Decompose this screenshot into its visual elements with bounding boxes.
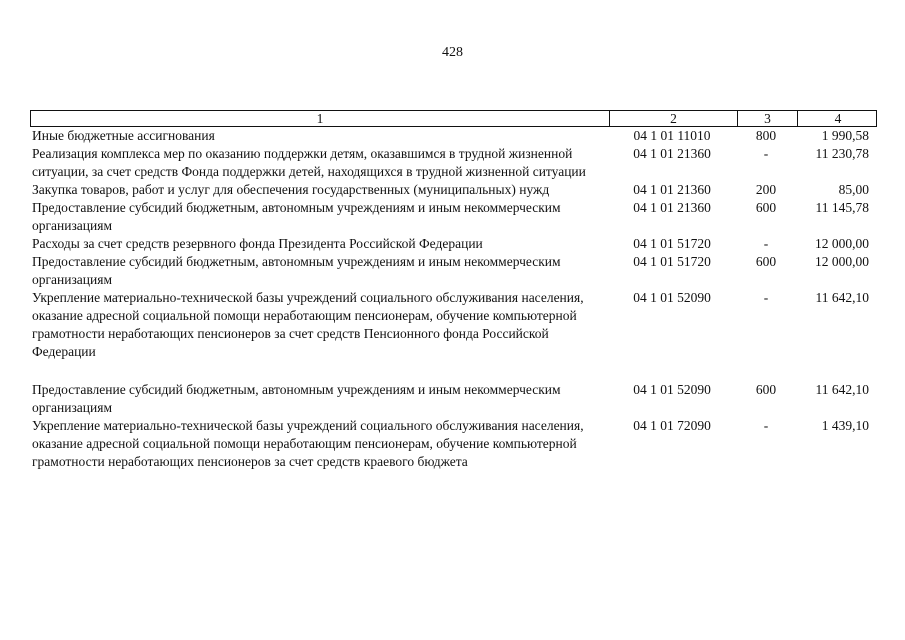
row-target-code: 04 1 01 72090: [633, 418, 711, 433]
row-description: Предоставление субсидий бюджетным, автономным учреждениям и иным некоммерческим организациям: [32, 200, 561, 233]
row-description: Расходы за счет средств резервного фонда Президента Российской Федерации: [32, 236, 483, 251]
row-target-code: 04 1 01 21360: [633, 200, 711, 215]
row-expense-type: -: [763, 290, 769, 305]
table-row: [30, 127, 877, 145]
row-target-code: 04 1 01 52090: [633, 290, 711, 305]
row-target-code: 04 1 01 21360: [633, 182, 711, 197]
row-expense-type: -: [763, 236, 769, 251]
row-description: Укрепление материально-технической базы учреждений социального обслуживания населения, оказание адресной социальной помощи неработающим пенсионерам, обучение компьютерной грамотности неработающих пенсионеров за счет средств краевого бюджета: [32, 418, 584, 469]
row-amount: 11 642,10: [815, 290, 869, 305]
row-amount: 1 439,10: [821, 418, 869, 433]
table-row: [30, 289, 877, 361]
row-target-code: 04 1 01 51720: [633, 236, 711, 251]
row-description: Иные бюджетные ассигнования: [32, 128, 215, 143]
table-row: [30, 145, 877, 181]
table-row: [30, 235, 877, 253]
row-target-code: 04 1 01 21360: [633, 146, 711, 161]
row-target-code: 04 1 01 52090: [633, 382, 711, 397]
row-amount: 12 000,00: [815, 236, 869, 251]
table-row: [30, 381, 877, 417]
table-row: [30, 253, 877, 289]
row-expense-type: 800: [755, 128, 777, 143]
table-row: [30, 417, 877, 471]
column-header-1: 1: [316, 111, 324, 126]
row-expense-type: 600: [755, 382, 777, 397]
column-header-2: 2: [609, 111, 737, 127]
row-description: Реализация комплекса мер по оказанию поддержки детям, оказавшимся в трудной жизненной ситуации, за счет средств Фонда поддержки детей, находящихся в трудной жизненной ситуации: [32, 146, 586, 179]
row-target-code: 04 1 01 51720: [633, 254, 711, 269]
row-spacer: [30, 361, 877, 381]
row-expense-type: 600: [755, 200, 777, 215]
row-expense-type: 600: [755, 254, 777, 269]
page-number: 428: [442, 45, 463, 60]
table-header: [30, 110, 877, 127]
row-expense-type: 200: [755, 182, 777, 197]
table-row: [30, 199, 877, 235]
row-amount: 11 230,78: [815, 146, 869, 161]
row-description: Предоставление субсидий бюджетным, автономным учреждениям и иным некоммерческим организациям: [32, 382, 561, 415]
column-header-4: 4: [797, 111, 878, 127]
row-amount: 85,00: [838, 182, 869, 197]
row-amount: 11 145,78: [815, 200, 869, 215]
table-row: [30, 181, 877, 199]
row-amount: 11 642,10: [815, 382, 869, 397]
row-expense-type: -: [763, 146, 769, 161]
row-target-code: 04 1 01 11010: [633, 128, 711, 143]
row-description: Закупка товаров, работ и услуг для обеспечения государственных (муниципальных) нужд: [32, 182, 550, 197]
row-description: Предоставление субсидий бюджетным, автономным учреждениям и иным некоммерческим организациям: [32, 254, 561, 287]
row-amount: 12 000,00: [815, 254, 869, 269]
budget-table: [30, 110, 877, 471]
row-description: Укрепление материально-технической базы учреждений социального обслуживания населения, оказание адресной социальной помощи неработающим пенсионерам, обучение компьютерной грамотности неработающих пенсионеров за счет средств Пенсионного фонда Российской Федерации: [32, 290, 584, 359]
row-expense-type: -: [763, 418, 769, 433]
row-amount: 1 990,58: [821, 128, 869, 143]
column-header-3: 3: [737, 111, 797, 127]
